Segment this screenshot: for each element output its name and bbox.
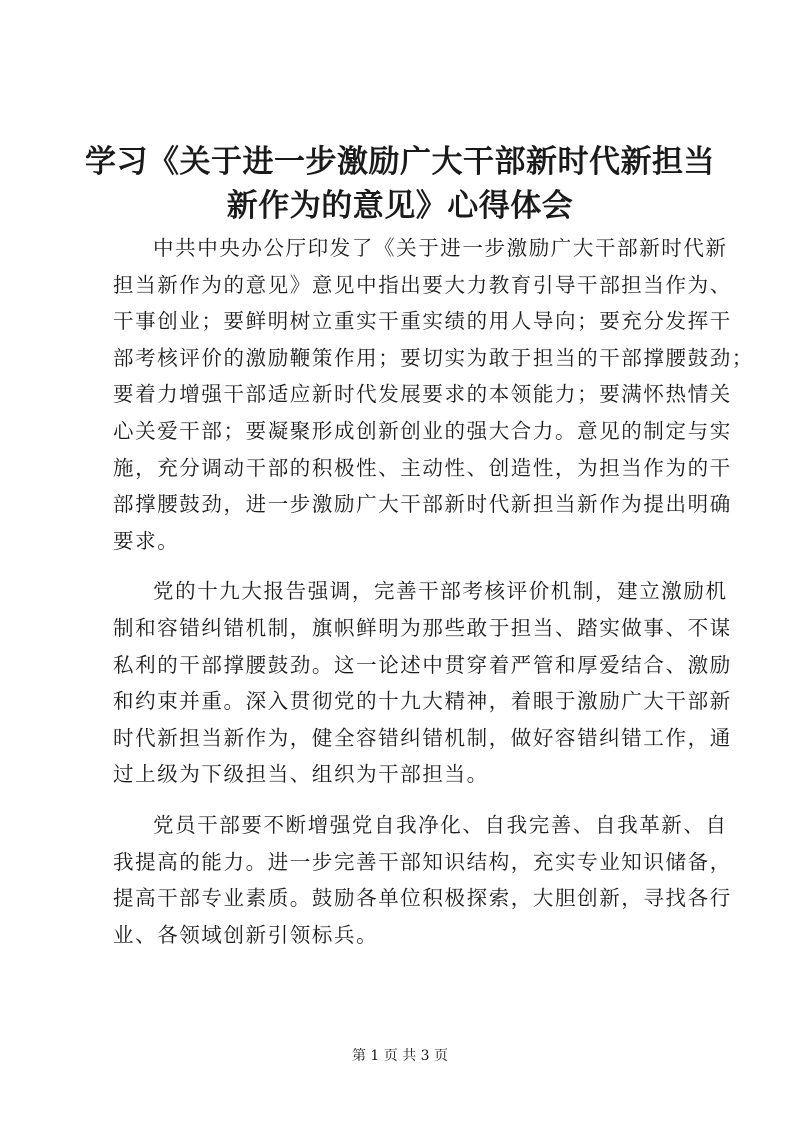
- paragraph-line: 业、各领域创新引领标兵。: [113, 922, 379, 947]
- paragraph-1: [113, 230, 754, 559]
- paragraph-line: 提高干部专业素质。鼓励各单位积极探索，大胆创新，寻找各行: [113, 886, 732, 911]
- paragraph-line: 要着力增强干部适应新时代发展要求的本领能力；要满怀热情关: [113, 382, 732, 407]
- paragraph-line: 制和容错纠错机制，旗帜鲜明为那些敢于担当、踏实做事、不谋: [113, 615, 732, 640]
- document-title: [70, 140, 730, 228]
- paragraph-line: 私利的干部撑腰鼓劲。这一论述中贯穿着严管和厚爱结合、激励: [113, 652, 732, 677]
- paragraph-line: 干事创业；要鲜明树立重实干重实绩的用人导向；要充分发挥干: [113, 309, 732, 334]
- title-line: 新作为的意见》心得体会: [226, 188, 574, 224]
- page-number-footer: 第 1 页 共 3 页: [351, 1048, 449, 1064]
- title-line: 学习《关于进一步激励广大干部新时代新担当: [85, 144, 715, 180]
- paragraph-line: 心关爱干部；要凝聚形成创新创业的强大合力。意见的制定与实: [113, 418, 732, 443]
- paragraph-line: 要求。: [113, 528, 180, 553]
- paragraph-line: 部考核评价的激励鞭策作用；要切实为敢于担当的干部撑腰鼓劲；: [113, 345, 754, 370]
- paragraph-line: 担当新作为的意见》意见中指出要大力教育引导干部担当作为、: [113, 272, 732, 297]
- paragraph-line: 部撑腰鼓劲，进一步激励广大干部新时代新担当新作为提出明确: [113, 492, 732, 517]
- paragraph-line: 和约束并重。深入贯彻党的十九大精神，着眼于激励广大干部新: [113, 689, 732, 714]
- paragraph-line: 施，充分调动干部的积极性、主动性、创造性，为担当作为的干: [113, 455, 732, 480]
- paragraph-3: [113, 807, 732, 953]
- paragraph-line: 党员干部要不断增强党自我净化、自我完善、自我革新、自: [153, 812, 728, 837]
- paragraph-line: 过上级为下级担当、组织为干部担当。: [113, 762, 489, 787]
- paragraph-line: 我提高的能力。进一步完善干部知识结构，充实专业知识储备，: [113, 849, 732, 874]
- paragraph-line: 党的十九大报告强调，完善干部考核评价机制，建立激励机: [153, 579, 728, 604]
- paragraph-line: 中共中央办公厅印发了《关于进一步激励广大干部新时代新: [153, 236, 728, 260]
- paragraph-2: [113, 573, 732, 793]
- document-body: [113, 230, 754, 967]
- paragraph-line: 时代新担当新作为，健全容错纠错机制，做好容错纠错工作，通: [113, 725, 732, 750]
